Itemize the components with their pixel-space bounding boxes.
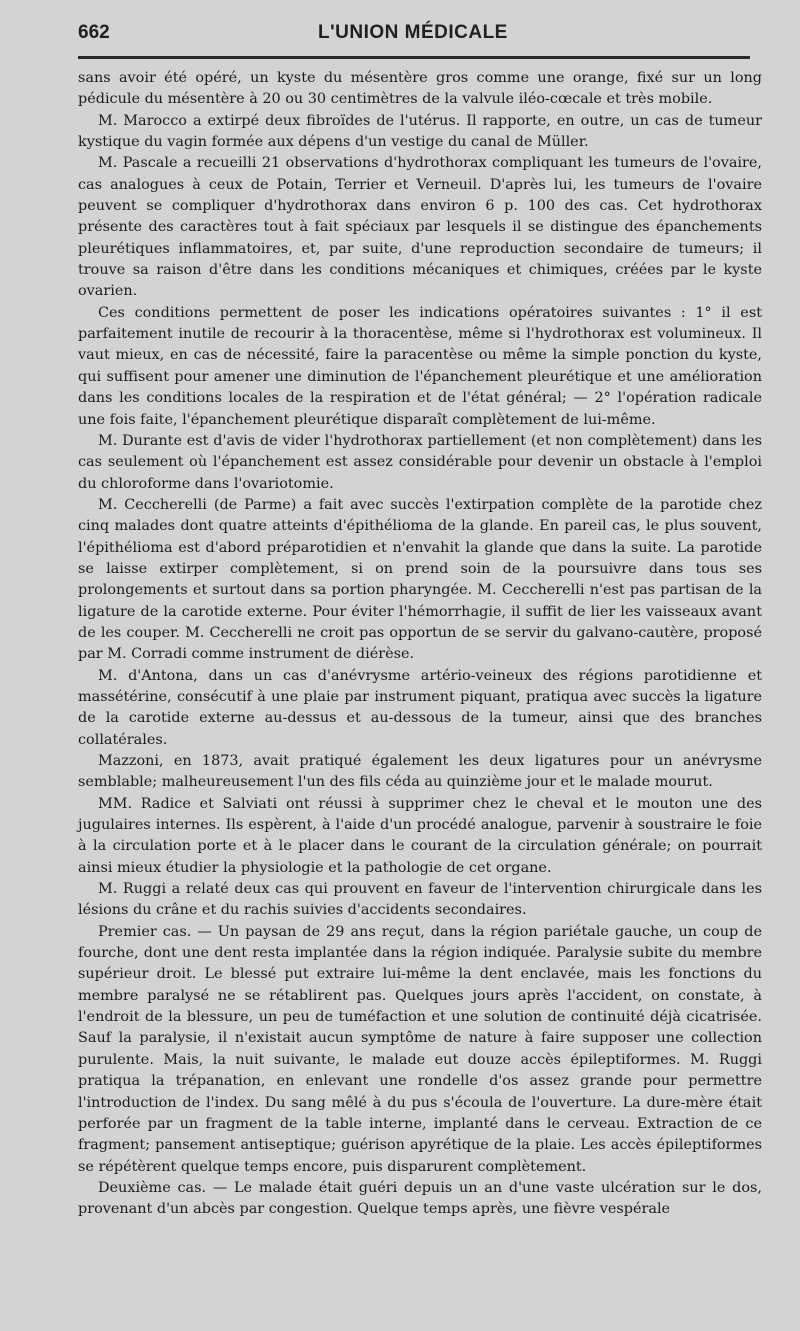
page-header <box>78 22 760 46</box>
paragraph: Premier cas. — Un paysan de 29 ans reçut, dans la région pariétale gauche, un coup de fourche, dont une dent resta implantée dans la région indiquée. Paralysie subite du membre supérieur droit. Le blessé put extraire lui-même la dent enclavée, mais les fonctions du membre paralysé ne se rétablirent pas. Quelques jours après l'accident, on constate, à l'endroit de la blessure, un peu de tuméfaction et une solution de continuité déjà cicatrisée. Sauf la paralysie, il n'existait aucun symptôme de nature à faire supposer une collection purulente. Mais, la nuit suivante, le malade eut douze accès épileptiformes. M. Ruggi pratiqua la trépanation, en enlevant une rondelle d'os assez grande pour permettre l'introduction de l'index. Du sang mêlé à du pus s'écoula de l'ouverture. La dure-mère était perforée par un fragment de la table interne, implanté dans le cerveau. Extraction de ce fragment; pansement antiseptique; guérison apyrétique de la plaie. Les accès épileptiformes se répétèrent quelque temps encore, puis disparurent complètement. <box>78 923 762 1175</box>
paragraph: M. Ruggi a relaté deux cas qui prouvent en faveur de l'intervention chirurgicale dans les lésions du crâne et du rachis suivies d'accidents secondaires. <box>78 881 762 919</box>
paragraph: Ces conditions permettent de poser les indications opératoires suivantes : 1° il est parfaitement inutile de recourir à la thoracentèse, même si l'hydrothorax est volumineux. Il vaut mieux, en cas de nécessité, faire la paracentèse ou même la simple ponction du kyste, qui suffisent pour amener une diminution de l'épanchement pleurétique et une amélioration dans les conditions locales de la respiration et de l'état général; — 2° l'opération radicale une fois faite, l'épanchement pleurétique disparaît complètement de lui-même. <box>78 304 762 428</box>
article-body <box>78 68 762 1221</box>
paragraph: M. Marocco a extirpé deux fibroïdes de l'utérus. Il rapporte, en outre, un cas de tumeur kystique du vagin formée aux dépens d'un vestige du canal de Müller. <box>78 112 762 151</box>
running-title: L'UNION MÉDICALE <box>318 22 508 43</box>
paragraph: sans avoir été opéré, un kyste du mésentère gros comme une orange, fixé sur un long pédicule du mésentère à 20 ou 30 centimètres de la valvule iléo-cœcale et très mobile. <box>78 70 762 108</box>
paragraph: Mazzoni, en 1873, avait pratiqué également les deux ligatures pour un anévrysme semblable; malheureusement l'un des fils céda au quinzième jour et le malade mourut. <box>78 753 762 791</box>
paragraph: Deuxième cas. — Le malade était guéri depuis un an d'une vaste ulcération sur le dos, provenant d'un abcès par congestion. Quelque temps après, une fièvre vespérale <box>78 1179 762 1218</box>
paragraph: M. d'Antona, dans un cas d'anévrysme artério-veineux des régions parotidienne et massétérine, consécutif à une plaie par instrument piquant, pratiqua avec succès la ligature de la carotide externe au-dessus et au-dessous de la tumeur, ainsi que des branches collatérales. <box>78 667 762 748</box>
paragraph: M. Pascale a recueilli 21 observations d'hydrothorax compliquant les tumeurs de l'ovaire, cas analogues à ceux de Potain, Terrier et Verneuil. D'après lui, les tumeurs de l'ovaire peuvent se compliquer d'hydrothorax dans environ 6 p. 100 des cas. Cet hydrothorax présente des caractères tout à fait spéciaux par lesquels il se distingue des épanchements pleurétiques inflammatoires, et, par suite, d'une reproduction secondaire de tumeurs; il trouve sa raison d'être dans les conditions mécaniques et chimiques, créées par le kyste ovarien. <box>78 155 762 300</box>
paragraph: M. Durante est d'avis de vider l'hydrothorax partiellement (et non complètement) dans les cas seulement où l'épanchement est assez considérable pour devenir un obstacle à l'emploi du chloroforme dans l'ovariotomie. <box>78 432 762 492</box>
paragraph: MM. Radice et Salviati ont réussi à supprimer chez le cheval et le mouton une des jugulaires internes. Ils espèrent, à l'aide d'un procédé analogue, parvenir à soustraire le foie à la circulation porte et à le placer dans le courant de la circulation générale; on pourrait ainsi mieux étudier la physiologie et la pathologie de cet organe. <box>78 795 762 876</box>
header-rule <box>78 56 750 59</box>
page-number: 662 <box>78 22 110 43</box>
paragraph: M. Ceccherelli (de Parme) a fait avec succès l'extirpation complète de la parotide chez cinq malades dont quatre atteints d'épithélioma de la glande. En pareil cas, le plus souvent, l'épithélioma est d'abord préparotidien et n'envahit la glande que dans la suite. La parotide se laisse extirper complètement, si on prend soin de la poursuivre dans tous ses prolongements et surtout dans sa portion pharyngée. M. Ceccherelli n'est pas partisan de la ligature de la carotide externe. Pour éviter l'hémorrhagie, il suffit de lier les vaisseaux avant de les couper. M. Ceccherelli ne croit pas opportun de se servir du galvano-cautère, proposé par M. Corradi comme instrument de diérèse. <box>78 496 762 663</box>
